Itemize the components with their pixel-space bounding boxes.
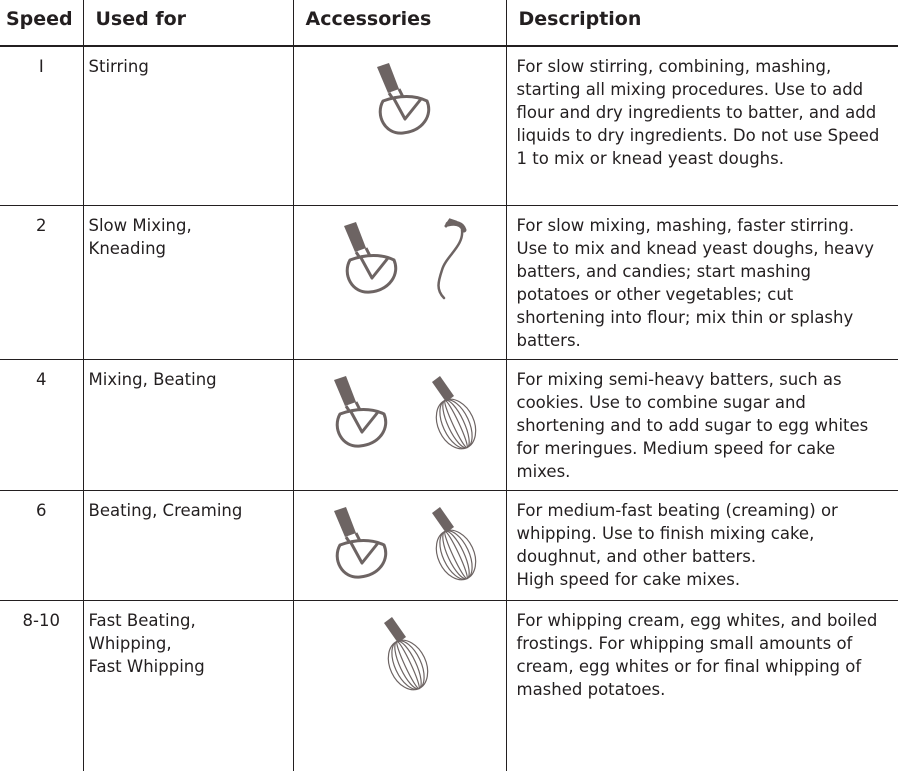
speed-value: I bbox=[0, 46, 83, 205]
description-text: For mixing semi-heavy batters, such as cookies. Use to combine sugar and shortening and to add sugar to egg whites for meringues. Medium speed for cake mixes. bbox=[506, 359, 898, 490]
flat-beater-icon bbox=[320, 370, 394, 454]
table-header-row bbox=[0, 0, 898, 46]
speed-value: 4 bbox=[0, 359, 83, 490]
used-for-text bbox=[83, 490, 293, 600]
speed-value: 8-10 bbox=[0, 600, 83, 771]
table-row bbox=[0, 46, 898, 205]
speed-value: 6 bbox=[0, 490, 83, 600]
used-for-label: Beating, Creaming bbox=[88, 500, 243, 520]
wire-whip-icon bbox=[416, 501, 480, 585]
header-used-for: Used for bbox=[83, 0, 293, 46]
wire-whip-icon bbox=[416, 370, 480, 454]
description-text: For slow stirring, combining, mashing, starting all mixing procedures. Use to add flour and dry ingredients to batter, and add liquids to dry ingredients. Do not use Speed 1 to mix or knead yeast doughs. bbox=[506, 46, 898, 205]
flat-beater-icon bbox=[330, 216, 404, 300]
accessories-cell bbox=[293, 359, 506, 490]
description-text: For slow mixing, mashing, faster stirring. Use to mix and knead yeast doughs, heavy batters, and candies; start mashing potatoes or other vegetables; cut shortening into flour; mix thin or splashy batters. bbox=[506, 205, 898, 359]
wire-whip-icon bbox=[368, 611, 432, 695]
header-description: Description bbox=[506, 0, 898, 46]
table-row bbox=[0, 205, 898, 359]
table-row bbox=[0, 600, 898, 771]
used-for-label: Fast Beating, Whipping, Fast Whipping bbox=[88, 610, 205, 676]
dough-hook-icon bbox=[426, 216, 470, 300]
accessories-cell bbox=[293, 46, 506, 205]
table-row bbox=[0, 490, 898, 600]
used-for-text bbox=[83, 359, 293, 490]
accessories-cell bbox=[293, 205, 506, 359]
accessory-group bbox=[294, 214, 506, 300]
accessory-group bbox=[294, 609, 506, 695]
used-for-label: Slow Mixing, Kneading bbox=[88, 215, 192, 258]
flat-beater-icon bbox=[363, 57, 437, 141]
used-for-text bbox=[83, 46, 293, 205]
flat-beater-icon bbox=[320, 501, 394, 585]
description-text: For whipping cream, egg whites, and boiled frostings. For whipping small amounts of cream, egg whites or for final whipping of mashed potatoes. bbox=[506, 600, 898, 771]
speed-value: 2 bbox=[0, 205, 83, 359]
accessory-group bbox=[294, 499, 506, 585]
accessories-cell bbox=[293, 490, 506, 600]
table-row bbox=[0, 359, 898, 490]
used-for-text bbox=[83, 600, 293, 771]
accessory-group bbox=[294, 368, 506, 454]
description-text: For medium-fast beating (creaming) or whipping. Use to finish mixing cake, doughnut, and other batters. High speed for cake mixes. bbox=[506, 490, 898, 600]
used-for-label: Stirring bbox=[88, 57, 149, 76]
accessory-group bbox=[294, 55, 506, 141]
used-for-label: Mixing, Beating bbox=[88, 369, 217, 389]
header-accessories: Accessories bbox=[293, 0, 506, 46]
accessories-cell bbox=[293, 600, 506, 771]
header-speed: Speed bbox=[0, 0, 83, 46]
used-for-text bbox=[83, 205, 293, 359]
